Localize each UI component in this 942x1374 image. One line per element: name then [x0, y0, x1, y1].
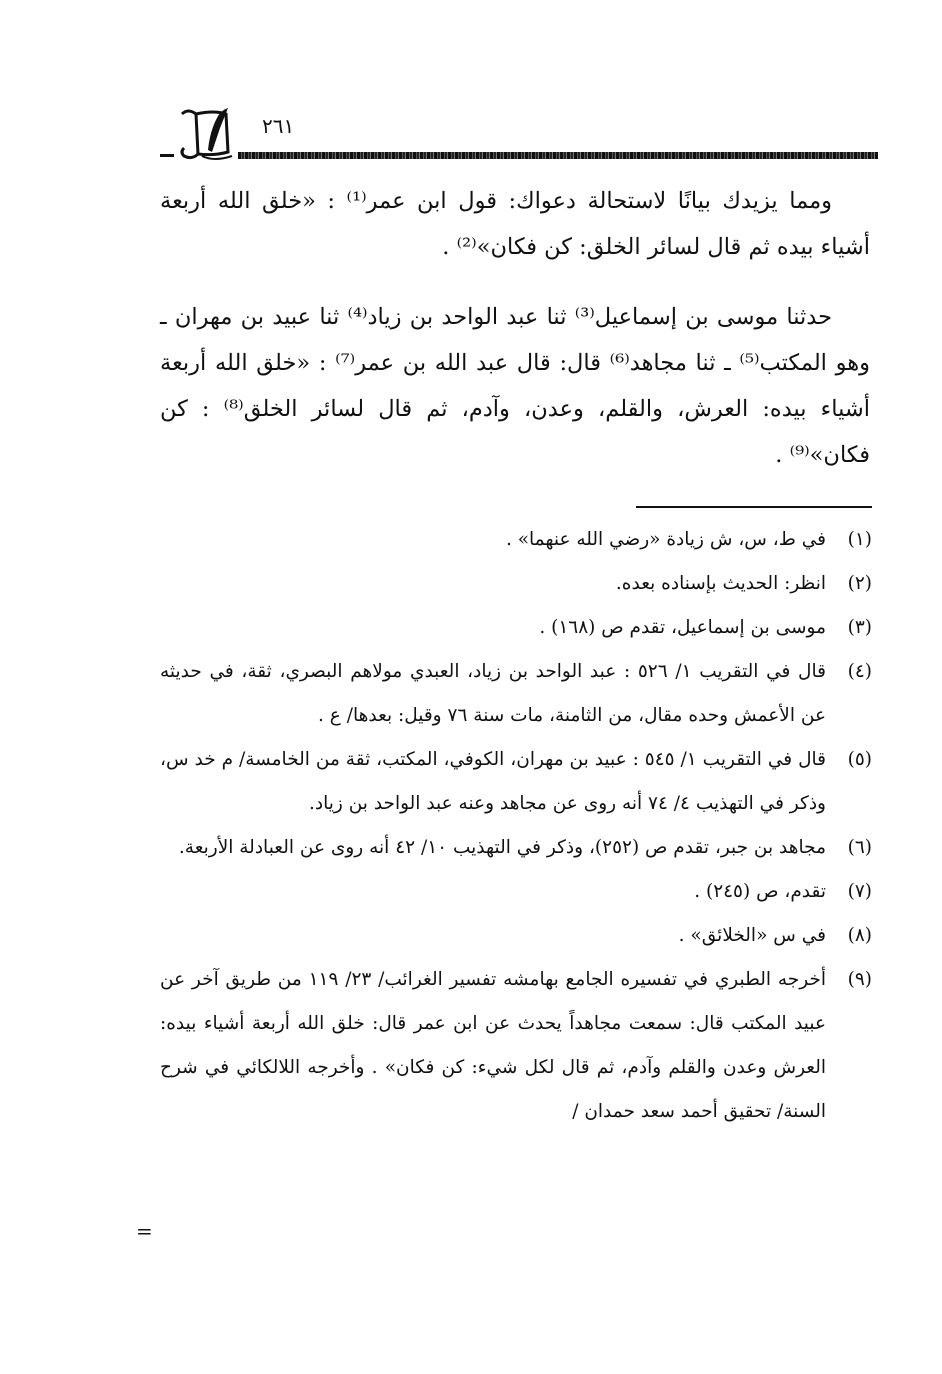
- footnotes: [160, 518, 872, 1134]
- continuation-mark: =: [136, 1219, 153, 1243]
- footnote-text: انظر: الحديث بإسناده بعده.: [615, 573, 826, 594]
- footnote-number: (٥): [847, 749, 872, 770]
- footnote-item: [160, 870, 872, 914]
- footnote-item: [160, 562, 872, 606]
- footnote-item: [160, 958, 872, 1134]
- footnote-text: مجاهد بن جبر، تقدم ص (٢٥٢)، وذكر في التهذيب ١٠/ ٤٢ أنه روى عن العبادلة الأربعة.: [178, 837, 826, 858]
- footnote-item: [160, 606, 872, 650]
- footnote-item: [160, 914, 872, 958]
- page-number: ٢٦١: [262, 114, 295, 138]
- footnote-item: [160, 518, 872, 562]
- footnote-item: [160, 826, 872, 870]
- footnote-text: موسى بن إسماعيل، تقدم ص (١٦٨) .: [539, 617, 826, 638]
- quill-scroll-icon: [174, 106, 244, 164]
- footnote-text: أخرجه الطبري في تفسيره الجامع بهامشه تفسير الغرائب/ ٢٣/ ١١٩ من طريق آخر عن عبيد المكتب قال: سمعت مجاهداً يحدث عن ابن عمر قال: خلق الله أربعة أشياء بيده: العرش وعدن والقلم وآدم، ثم قال لكل شيء: كن فكان» . وأخرجه اللالكائي في شرح السنة/ تحقيق أحمد سعد حمدان /: [160, 969, 826, 1122]
- footnote-number: (٩): [847, 969, 872, 990]
- footnote-number: (٤): [847, 661, 872, 682]
- footnote-number: (٦): [847, 837, 872, 858]
- paragraph: ومما يزيدك بيانًا لاستحالة دعواك: قول ابن عمر⁽¹⁾ : «خلق الله أربعة أشياء بيده ثم قال لسائر الخلق: كن فكان»⁽²⁾ .: [160, 188, 870, 260]
- header-rule-stub: [160, 154, 174, 157]
- footnote-number: (٧): [847, 881, 872, 902]
- footnote-text: قال في التقريب ١/ ٥٤٥ : عبيد بن مهران، الكوفي، المكتب، ثقة من الخامسة/ م خد س، وذكر في التهذيب ٤/ ٧٤ أنه روى عن مجاهد وعنه عبد الواحد بن زياد.: [160, 749, 826, 814]
- footnote-text: في س «الخلائق» .: [678, 925, 826, 946]
- paragraph: حدثنا موسى بن إسماعيل⁽³⁾ ثنا عبد الواحد بن زياد⁽⁴⁾ ثنا عبيد بن مهران ـ وهو المكتب⁽⁵⁾ ـ ثنا مجاهد⁽⁶⁾ قال: قال عبد الله بن عمر⁽⁷⁾ : «خلق الله أربعة أشياء بيده: العرش، والقلم، وعدن، وآدم، ثم قال لسائر الخلق⁽⁸⁾ : كن فكان»⁽⁹⁾ .: [160, 304, 870, 468]
- main-text: [160, 178, 870, 478]
- footnote-text: تقدم، ص (٢٤٥) .: [694, 881, 826, 902]
- footnote-number: (١): [847, 529, 872, 550]
- footnote-separator: [636, 506, 872, 508]
- footnote-number: (٨): [847, 925, 872, 946]
- footnote-item: [160, 650, 872, 738]
- footnote-text: في ط، س، ش زيادة «رضي الله عنهما» .: [505, 529, 826, 550]
- footnote-item: [160, 738, 872, 826]
- header-rule: [238, 152, 878, 159]
- footnote-number: (٣): [847, 617, 872, 638]
- footnote-number: (٢): [847, 573, 872, 594]
- footnote-text: قال في التقريب ١/ ٥٢٦ : عبد الواحد بن زياد، العبدي مولاهم البصري، ثقة، في حديثه عن الأعمش وحده مقال، من الثامنة، مات سنة ٧٦ وقيل: بعدها/ ع .: [160, 661, 826, 726]
